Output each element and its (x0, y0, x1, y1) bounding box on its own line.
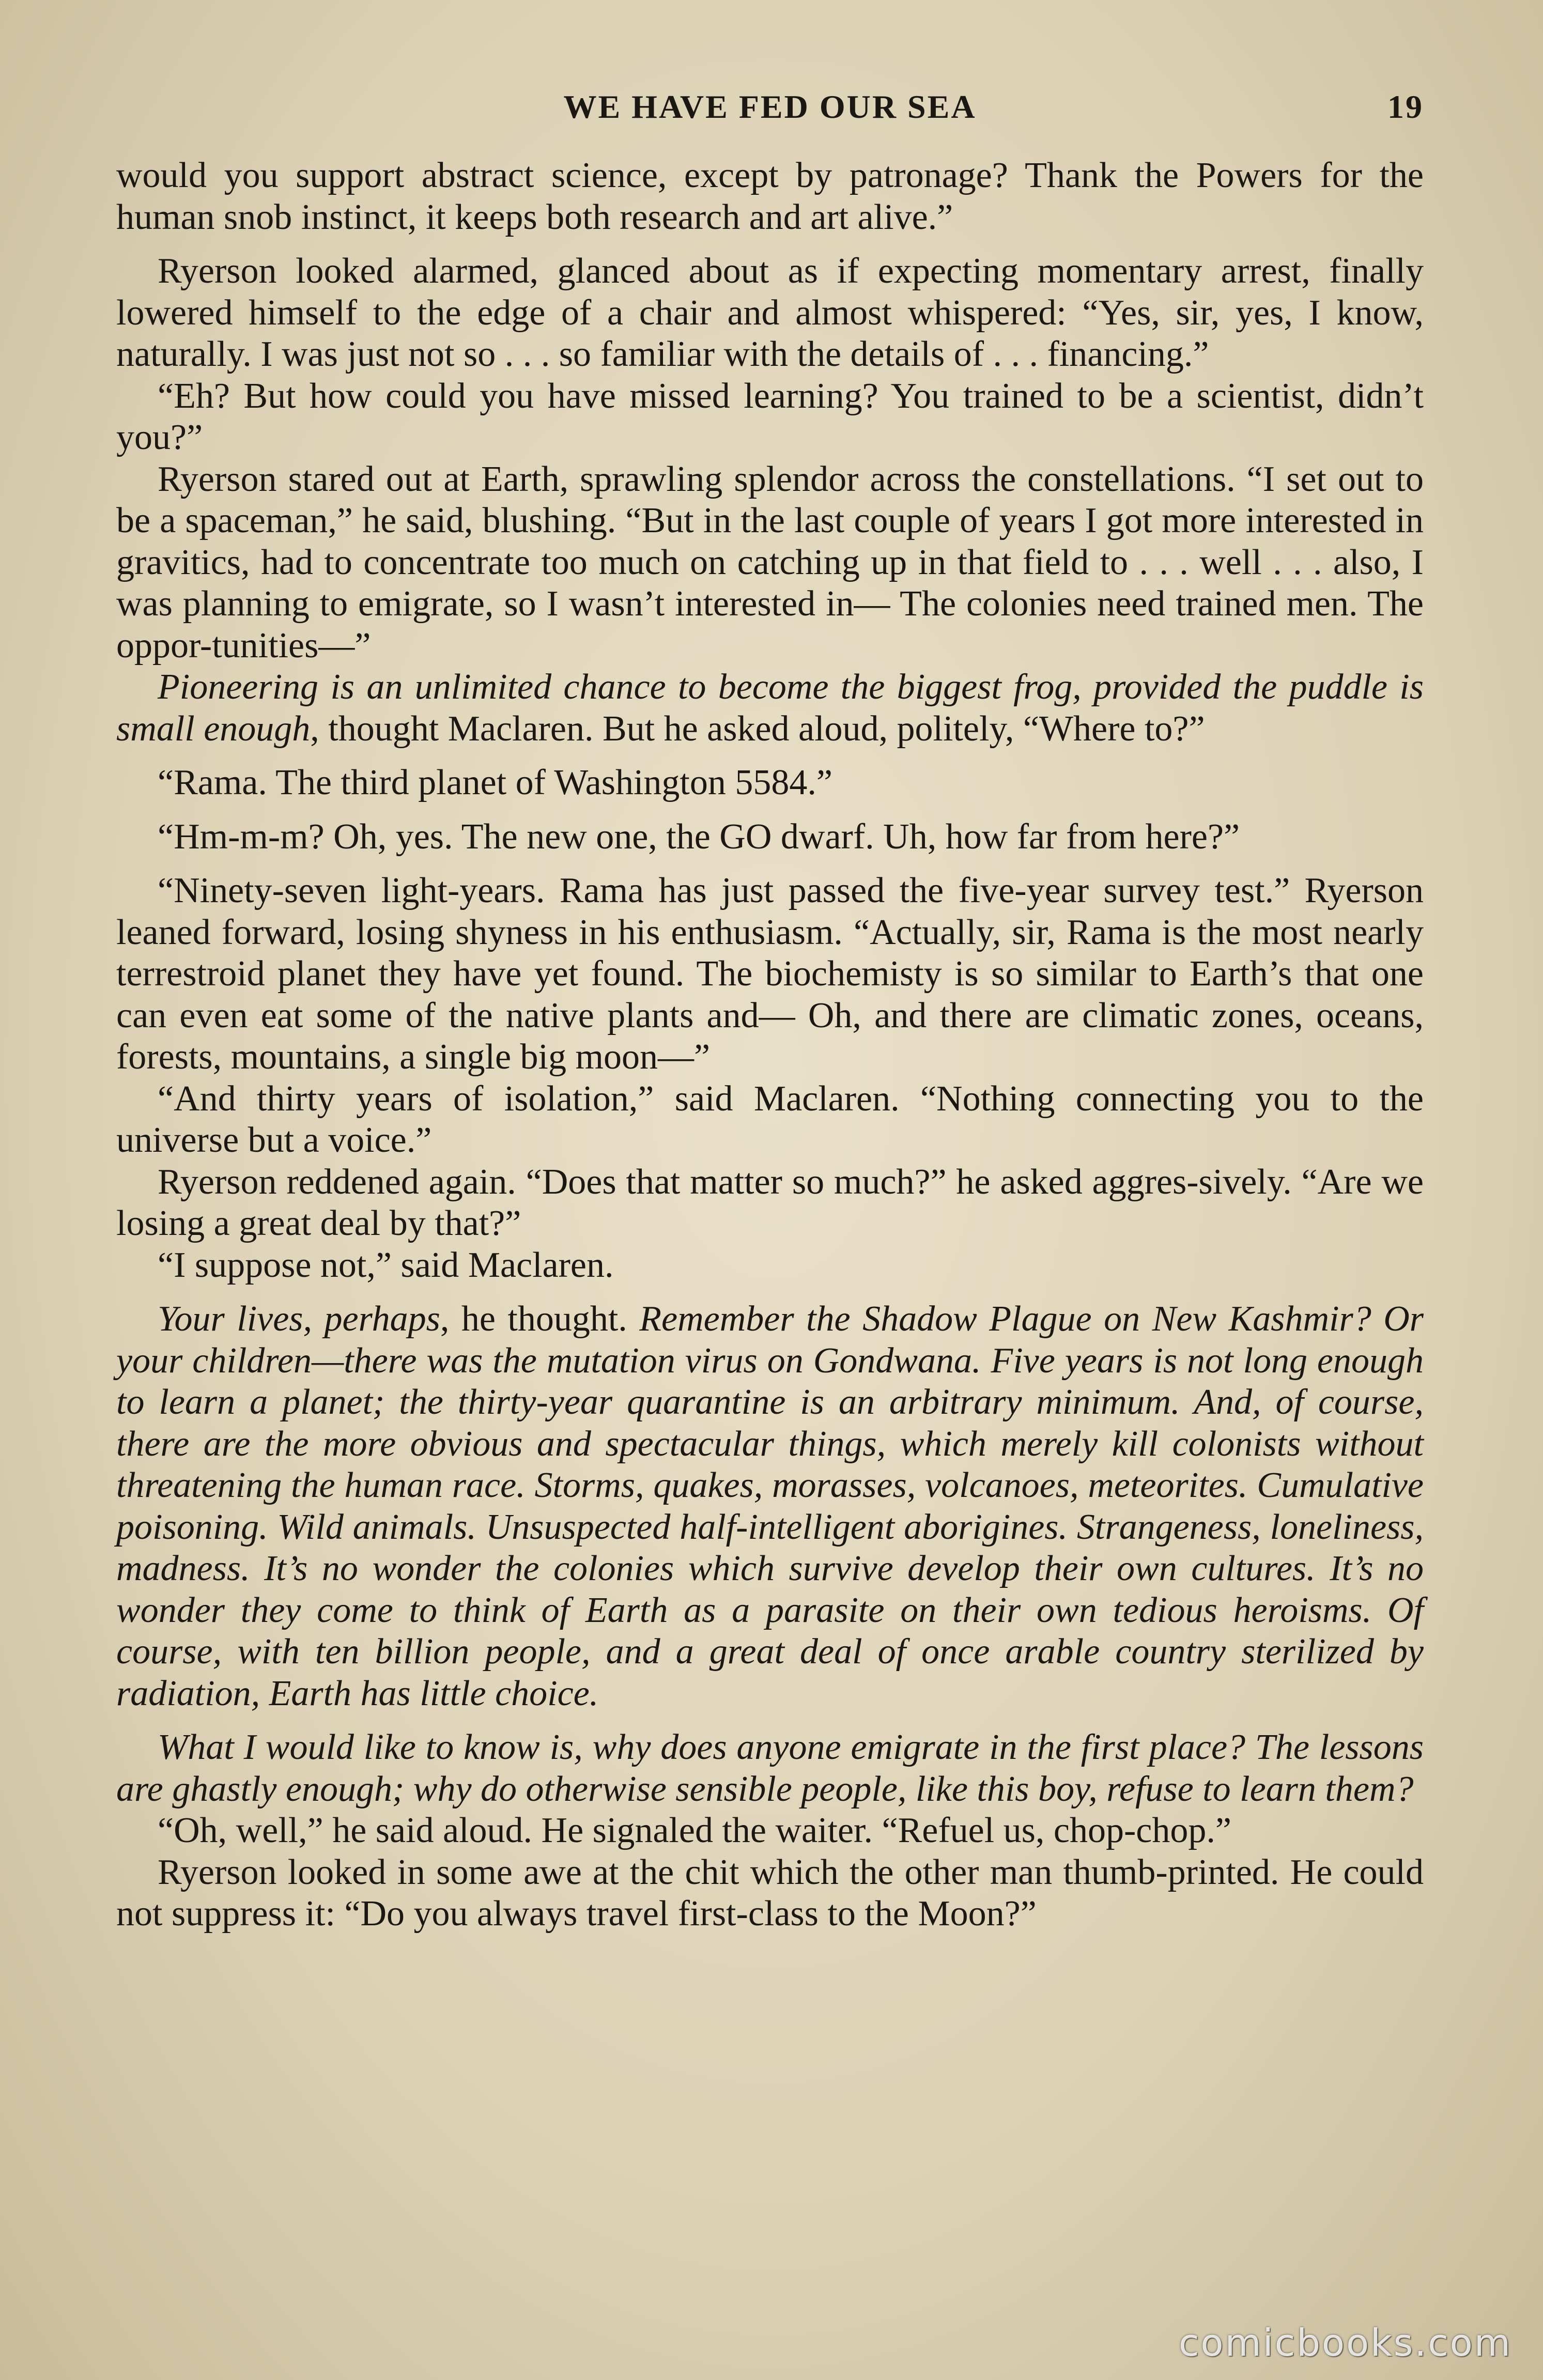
running-title: WE HAVE FED OUR SEA (563, 88, 977, 125)
paragraph (116, 1078, 1424, 1162)
text-run: “Rama. The third planet of Washington 5584.” (158, 763, 832, 802)
book-page (116, 78, 1424, 2268)
paragraph (116, 251, 1424, 376)
page-number: 19 (1387, 88, 1424, 125)
italic-text: What I would like to know is, why does anyone emigrate in the first place? The lessons are ghastly enough; why do otherwise sensible people, like this boy, refuse to learn them? (116, 1727, 1424, 1809)
paragraph (116, 1245, 1424, 1287)
text-run: “Hm-m-m? Oh, yes. The new one, the GO dwarf. Uh, how far from here?” (158, 816, 1240, 857)
text-run: , thought Maclaren. But he asked aloud, politely, “Where to?” (310, 708, 1205, 749)
text-run: Ryerson looked in some awe at the chit which the other man thumb-printed. He could not suppress it: “Do you always travel first-class to the Moon?” (116, 1852, 1424, 1934)
paragraph (116, 667, 1424, 750)
text-run: , he thought. (440, 1299, 640, 1339)
text-run: “Ninety-seven light-years. Rama has just passed the five-year survey test.” Ryerson leaned forward, losing shyness in his enthusiasm. “Actually, sir, Rama is the most nearly terrestroid planet they have yet found. The biochemisty is so similar to Earth’s that one can even eat some of the native plants and— Oh, and there are climatic zones, oceans, forests, mountains, a single big moon—” (116, 871, 1424, 1077)
text-run: “Oh, well,” he said aloud. He signaled the waiter. “Refuel us, chop-chop.” (158, 1811, 1231, 1850)
text-run: would you support abstract science, except by patronage? Thank the Powers for the human snob instinct, it keeps both research and art alive.” (116, 156, 1424, 237)
text-run: Ryerson looked alarmed, glanced about as if expecting momentary arrest, finally lowered himself to the edge of a chair and almost whispered: “Yes, sir, yes, I know, naturally. I was just not so . . . so familiar with the details of . . . financing.” (116, 251, 1424, 374)
body-text (116, 155, 1424, 1935)
watermark: comicbooks.com (1178, 2321, 1512, 2364)
text-run: “I suppose not,” said Maclaren. (158, 1245, 614, 1285)
italic-text: Pioneering is an unlimited chance to become the biggest frog, provided the puddle is small enough (116, 667, 1424, 749)
text-run: “And thirty years of isolation,” said Maclaren. “Nothing connecting you to the universe but a voice.” (116, 1078, 1424, 1160)
paragraph (116, 1852, 1424, 1935)
italic-text: Your lives, perhaps (158, 1299, 440, 1339)
italic-text: Remember the Shadow Plague on New Kashmir? Or your children—there was the mutation virus on Gondwana. Five years is not long enough to learn a planet; the thirty-year quarantine is an arbitrary minimum. And, of course, there are the more obvious and spectacular things, which merely kill colonists without threatening the human race. Storms, quakes, morasses, volcanoes, meteorites. Cumulative poisoning. Wild animals. Unsuspected half-intelligent aborigines. Strangeness, loneliness, madness. It’s no wonder the colonies which survive develop their own cultures. It’s no wonder they come to think of Earth as a parasite on their own tedious heroisms. Of course, with ten billion people, and a great deal of once arable country sterilized by radiation, Earth has little choice. (116, 1299, 1424, 1713)
running-head (116, 78, 1424, 124)
paragraph (116, 1810, 1424, 1852)
text-run: “Eh? But how could you have missed learning? You trained to be a scientist, didn’t you?” (116, 376, 1424, 457)
text-run: Ryerson stared out at Earth, sprawling splendor across the constellations. “I set out to be a spaceman,” he said, blushing. “But in the last couple of years I got more interested in gravitics, had to concentrate too much on catching up in that field to . . . well . . . also, I was planning to emigrate, so I wasn’t interested in— The colonies need trained men. The oppor-tunities—” (116, 459, 1424, 666)
paragraph (116, 1727, 1424, 1810)
paragraph (116, 1299, 1424, 1714)
paragraph (116, 376, 1424, 459)
paragraph (116, 1162, 1424, 1245)
paragraph (116, 459, 1424, 667)
paragraph (116, 870, 1424, 1078)
paragraph (116, 155, 1424, 238)
text-run: Ryerson reddened again. “Does that matter so much?” he asked aggres-sively. “Are we losing a great deal by that?” (116, 1162, 1424, 1243)
paragraph (116, 816, 1424, 858)
paragraph (116, 762, 1424, 804)
